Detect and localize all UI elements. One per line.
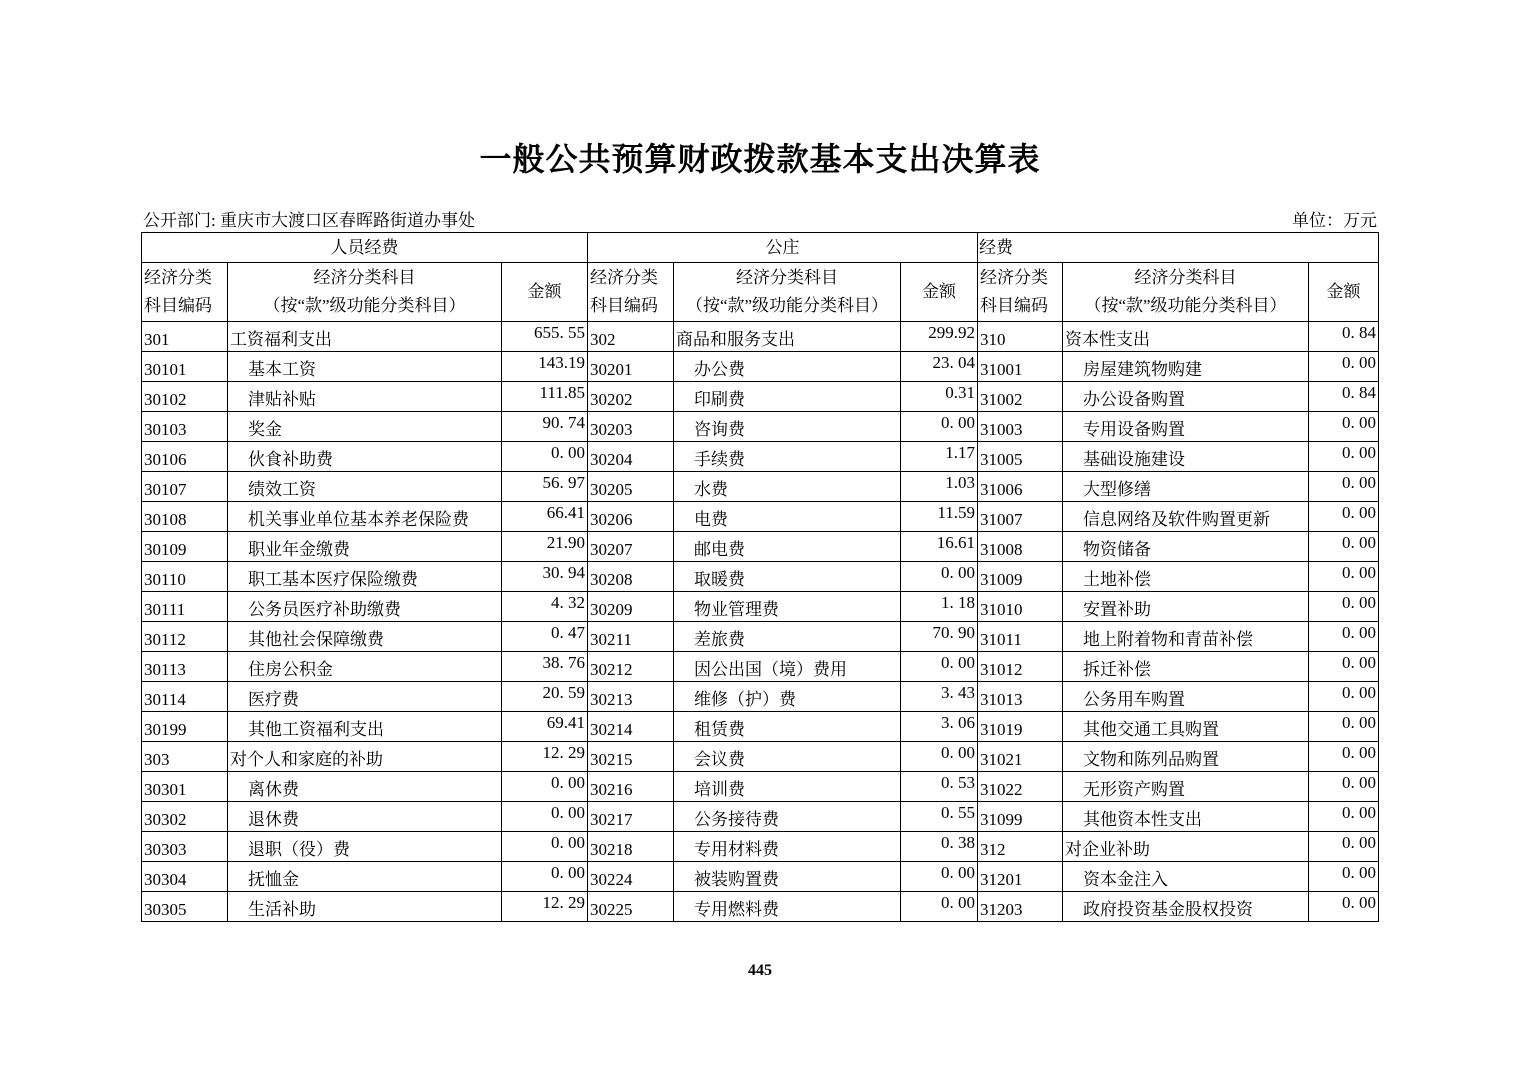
- cell-code: 302: [588, 322, 674, 352]
- table-row: [142, 592, 1379, 622]
- cell-name: 物业管理费: [674, 592, 901, 622]
- cell-name: 其他交通工具购置: [1063, 712, 1309, 742]
- cell-amount: 69.41: [502, 712, 588, 742]
- table-row: [142, 352, 1379, 382]
- cell-name: 机关事业单位基本养老保险费: [228, 502, 502, 532]
- cell-amount: 0. 55: [901, 802, 978, 832]
- cell-code: 30201: [588, 352, 674, 382]
- cell-amount: 12. 29: [502, 742, 588, 772]
- cell-name: 其他工资福利支出: [228, 712, 502, 742]
- cell-code: 310: [978, 322, 1063, 352]
- table-row: [142, 472, 1379, 502]
- cell-code: 30109: [142, 532, 228, 562]
- cell-amount: 20. 59: [502, 682, 588, 712]
- header-code: 经济分类 科目编码: [588, 263, 674, 322]
- cell-code: 30302: [142, 802, 228, 832]
- cell-name: 被装购置费: [674, 862, 901, 892]
- cell-code: 30107: [142, 472, 228, 502]
- cell-amount: 0. 84: [1309, 322, 1379, 352]
- cell-amount: 0. 00: [1309, 652, 1379, 682]
- header-name: 经济分类科目 （按“款”级功能分类科目）: [228, 263, 502, 322]
- cell-amount: 299.92: [901, 322, 978, 352]
- cell-code: 30114: [142, 682, 228, 712]
- cell-code: 30217: [588, 802, 674, 832]
- cell-code: 31012: [978, 652, 1063, 682]
- cell-name: 对企业补助: [1063, 832, 1309, 862]
- cell-amount: 1. 18: [901, 592, 978, 622]
- cell-amount: 111.85: [502, 382, 588, 412]
- cell-code: 30103: [142, 412, 228, 442]
- table-row: [142, 382, 1379, 412]
- table-row: [142, 562, 1379, 592]
- cell-code: 30224: [588, 862, 674, 892]
- cell-name: 无形资产购置: [1063, 772, 1309, 802]
- cell-code: 30213: [588, 682, 674, 712]
- cell-code: 30106: [142, 442, 228, 472]
- cell-code: 31021: [978, 742, 1063, 772]
- cell-amount: 0. 00: [502, 772, 588, 802]
- cell-name: 因公出国（境）费用: [674, 652, 901, 682]
- table-row: [142, 502, 1379, 532]
- cell-amount: 0. 00: [1309, 472, 1379, 502]
- cell-name: 公务接待费: [674, 802, 901, 832]
- cell-code: 30216: [588, 772, 674, 802]
- cell-code: 30214: [588, 712, 674, 742]
- department-label: 公开部门: 重庆市大渡口区春晖路街道办事处: [143, 211, 475, 230]
- cell-name: 基本工资: [228, 352, 502, 382]
- page-number: 445: [748, 962, 772, 979]
- cell-code: 31019: [978, 712, 1063, 742]
- cell-code: 30209: [588, 592, 674, 622]
- header-name: 经济分类科目 （按“款”级功能分类科目）: [1063, 263, 1309, 322]
- table-row: [142, 772, 1379, 802]
- cell-amount: 0.31: [901, 382, 978, 412]
- cell-code: 30207: [588, 532, 674, 562]
- cell-amount: 0. 47: [502, 622, 588, 652]
- cell-amount: 3. 06: [901, 712, 978, 742]
- cell-name: 公务用车购置: [1063, 682, 1309, 712]
- cell-name: 抚恤金: [228, 862, 502, 892]
- cell-code: 30215: [588, 742, 674, 772]
- cell-amount: 655. 55: [502, 322, 588, 352]
- cell-amount: 0. 38: [901, 832, 978, 862]
- cell-code: 31005: [978, 442, 1063, 472]
- cell-name: 安置补助: [1063, 592, 1309, 622]
- cell-name: 文物和陈列品购置: [1063, 742, 1309, 772]
- cell-name: 奖金: [228, 412, 502, 442]
- table-row: [142, 412, 1379, 442]
- cell-code: 30206: [588, 502, 674, 532]
- cell-code: 31009: [978, 562, 1063, 592]
- cell-name: 邮电费: [674, 532, 901, 562]
- cell-amount: 0. 00: [1309, 592, 1379, 622]
- cell-name: 办公设备购置: [1063, 382, 1309, 412]
- cell-name: 绩效工资: [228, 472, 502, 502]
- cell-name: 土地补偿: [1063, 562, 1309, 592]
- cell-name: 政府投资基金股权投资: [1063, 892, 1309, 922]
- cell-amount: 70. 90: [901, 622, 978, 652]
- cell-name: 电费: [674, 502, 901, 532]
- group-personnel: 人员经费: [142, 233, 588, 263]
- cell-amount: 11.59: [901, 502, 978, 532]
- cell-name: 水费: [674, 472, 901, 502]
- cell-code: 31011: [978, 622, 1063, 652]
- header-name: 经济分类科目 （按“款”级功能分类科目）: [674, 263, 901, 322]
- cell-code: 30203: [588, 412, 674, 442]
- cell-amount: 0. 00: [1309, 772, 1379, 802]
- cell-amount: 0. 00: [901, 892, 978, 922]
- cell-name: 租赁费: [674, 712, 901, 742]
- cell-amount: 0. 00: [1309, 832, 1379, 862]
- table-row: [142, 682, 1379, 712]
- cell-amount: 0. 00: [901, 562, 978, 592]
- cell-code: 31002: [978, 382, 1063, 412]
- cell-name: 资本金注入: [1063, 862, 1309, 892]
- cell-amount: 21.90: [502, 532, 588, 562]
- cell-amount: 16.61: [901, 532, 978, 562]
- table-row: [142, 442, 1379, 472]
- cell-amount: 0. 53: [901, 772, 978, 802]
- cell-name: 公务员医疗补助缴费: [228, 592, 502, 622]
- cell-amount: 3. 43: [901, 682, 978, 712]
- cell-code: 30211: [588, 622, 674, 652]
- cell-name: 取暖费: [674, 562, 901, 592]
- cell-code: 30304: [142, 862, 228, 892]
- cell-amount: 0. 00: [1309, 892, 1379, 922]
- cell-code: 30212: [588, 652, 674, 682]
- cell-name: 房屋建筑物购建: [1063, 352, 1309, 382]
- cell-name: 其他资本性支出: [1063, 802, 1309, 832]
- group-header-row: [142, 233, 1379, 263]
- cell-code: 31099: [978, 802, 1063, 832]
- cell-code: 31022: [978, 772, 1063, 802]
- cell-name: 退休费: [228, 802, 502, 832]
- cell-code: 31007: [978, 502, 1063, 532]
- cell-amount: 0. 00: [901, 742, 978, 772]
- cell-code: 30218: [588, 832, 674, 862]
- table-row: [142, 652, 1379, 682]
- expenditure-table: [141, 232, 1379, 922]
- table-row: [142, 892, 1379, 922]
- table-row: [142, 742, 1379, 772]
- cell-name: 印刷费: [674, 382, 901, 412]
- cell-code: 30204: [588, 442, 674, 472]
- cell-code: 30112: [142, 622, 228, 652]
- cell-amount: 0. 00: [1309, 802, 1379, 832]
- cell-name: 其他社会保障缴费: [228, 622, 502, 652]
- cell-code: 312: [978, 832, 1063, 862]
- cell-code: 31003: [978, 412, 1063, 442]
- table-row: [142, 862, 1379, 892]
- cell-name: 生活补助: [228, 892, 502, 922]
- cell-code: 31203: [978, 892, 1063, 922]
- cell-amount: 0. 00: [901, 862, 978, 892]
- cell-name: 信息网络及软件购置更新: [1063, 502, 1309, 532]
- table-row: [142, 832, 1379, 862]
- cell-name: 津贴补贴: [228, 382, 502, 412]
- cell-name: 对个人和家庭的补助: [228, 742, 502, 772]
- cell-name: 商品和服务支出: [674, 322, 901, 352]
- cell-code: 31006: [978, 472, 1063, 502]
- cell-amount: 0. 00: [1309, 562, 1379, 592]
- cell-name: 手续费: [674, 442, 901, 472]
- cell-name: 物资储备: [1063, 532, 1309, 562]
- cell-amount: 0. 00: [1309, 862, 1379, 892]
- cell-amount: 0. 00: [901, 412, 978, 442]
- cell-amount: 0. 00: [1309, 712, 1379, 742]
- cell-amount: 30. 94: [502, 562, 588, 592]
- cell-name: 专用设备购置: [1063, 412, 1309, 442]
- cell-code: 31008: [978, 532, 1063, 562]
- cell-name: 离休费: [228, 772, 502, 802]
- cell-code: 303: [142, 742, 228, 772]
- cell-code: 30199: [142, 712, 228, 742]
- cell-code: 30113: [142, 652, 228, 682]
- cell-code: 31001: [978, 352, 1063, 382]
- cell-code: 301: [142, 322, 228, 352]
- cell-code: 30101: [142, 352, 228, 382]
- cell-code: 30208: [588, 562, 674, 592]
- cell-name: 职业年金缴费: [228, 532, 502, 562]
- cell-amount: 1.17: [901, 442, 978, 472]
- cell-code: 31010: [978, 592, 1063, 622]
- cell-name: 工资福利支出: [228, 322, 502, 352]
- cell-amount: 143.19: [502, 352, 588, 382]
- header-amount: 金额: [901, 263, 978, 322]
- cell-amount: 0. 00: [1309, 442, 1379, 472]
- cell-amount: 56. 97: [502, 472, 588, 502]
- page-title: 一般公共预算财政拨款基本支出决算表: [479, 141, 1041, 177]
- cell-code: 31013: [978, 682, 1063, 712]
- header-code: 经济分类 科目编码: [978, 263, 1063, 322]
- cell-amount: 23. 04: [901, 352, 978, 382]
- cell-amount: 0. 00: [1309, 532, 1379, 562]
- cell-code: 30205: [588, 472, 674, 502]
- cell-name: 专用材料费: [674, 832, 901, 862]
- cell-name: 资本性支出: [1063, 322, 1309, 352]
- header-amount: 金额: [502, 263, 588, 322]
- cell-name: 退职（役）费: [228, 832, 502, 862]
- cell-name: 差旅费: [674, 622, 901, 652]
- cell-amount: 0. 00: [502, 442, 588, 472]
- unit-label: 单位：万元: [1292, 211, 1377, 230]
- cell-code: 30202: [588, 382, 674, 412]
- cell-code: 30111: [142, 592, 228, 622]
- cell-amount: 66.41: [502, 502, 588, 532]
- cell-code: 30303: [142, 832, 228, 862]
- cell-amount: 12. 29: [502, 892, 588, 922]
- cell-name: 地上附着物和青苗补偿: [1063, 622, 1309, 652]
- header-amount: 金额: [1309, 263, 1379, 322]
- cell-amount: 0. 00: [1309, 622, 1379, 652]
- cell-code: 30305: [142, 892, 228, 922]
- table-row: [142, 322, 1379, 352]
- cell-name: 咨询费: [674, 412, 901, 442]
- cell-name: 大型修缮: [1063, 472, 1309, 502]
- column-header-row: [142, 263, 1379, 322]
- cell-amount: 4. 32: [502, 592, 588, 622]
- cell-name: 培训费: [674, 772, 901, 802]
- cell-amount: 0. 00: [1309, 412, 1379, 442]
- cell-amount: 0. 00: [1309, 502, 1379, 532]
- cell-amount: 0. 00: [1309, 352, 1379, 382]
- group-public-a: 公庄: [588, 233, 978, 263]
- cell-amount: 90. 74: [502, 412, 588, 442]
- cell-amount: 0. 00: [1309, 682, 1379, 712]
- cell-code: 31201: [978, 862, 1063, 892]
- cell-name: 维修（护）费: [674, 682, 901, 712]
- cell-amount: 0. 00: [901, 652, 978, 682]
- cell-code: 30110: [142, 562, 228, 592]
- table-row: [142, 802, 1379, 832]
- cell-name: 会议费: [674, 742, 901, 772]
- cell-name: 专用燃料费: [674, 892, 901, 922]
- cell-code: 30102: [142, 382, 228, 412]
- cell-code: 30108: [142, 502, 228, 532]
- cell-amount: 38. 76: [502, 652, 588, 682]
- header-code: 经济分类 科目编码: [142, 263, 228, 322]
- table-row: [142, 622, 1379, 652]
- table-row: [142, 532, 1379, 562]
- cell-amount: 1.03: [901, 472, 978, 502]
- cell-name: 伙食补助费: [228, 442, 502, 472]
- cell-name: 办公费: [674, 352, 901, 382]
- cell-amount: 0. 00: [502, 862, 588, 892]
- cell-amount: 0. 00: [502, 802, 588, 832]
- table-row: [142, 712, 1379, 742]
- cell-name: 基础设施建设: [1063, 442, 1309, 472]
- cell-amount: 0. 84: [1309, 382, 1379, 412]
- cell-name: 职工基本医疗保险缴费: [228, 562, 502, 592]
- cell-name: 拆迁补偿: [1063, 652, 1309, 682]
- cell-name: 住房公积金: [228, 652, 502, 682]
- cell-name: 医疗费: [228, 682, 502, 712]
- cell-code: 30301: [142, 772, 228, 802]
- cell-amount: 0. 00: [1309, 742, 1379, 772]
- cell-code: 30225: [588, 892, 674, 922]
- group-public-b: 经费: [978, 233, 1379, 263]
- cell-amount: 0. 00: [502, 832, 588, 862]
